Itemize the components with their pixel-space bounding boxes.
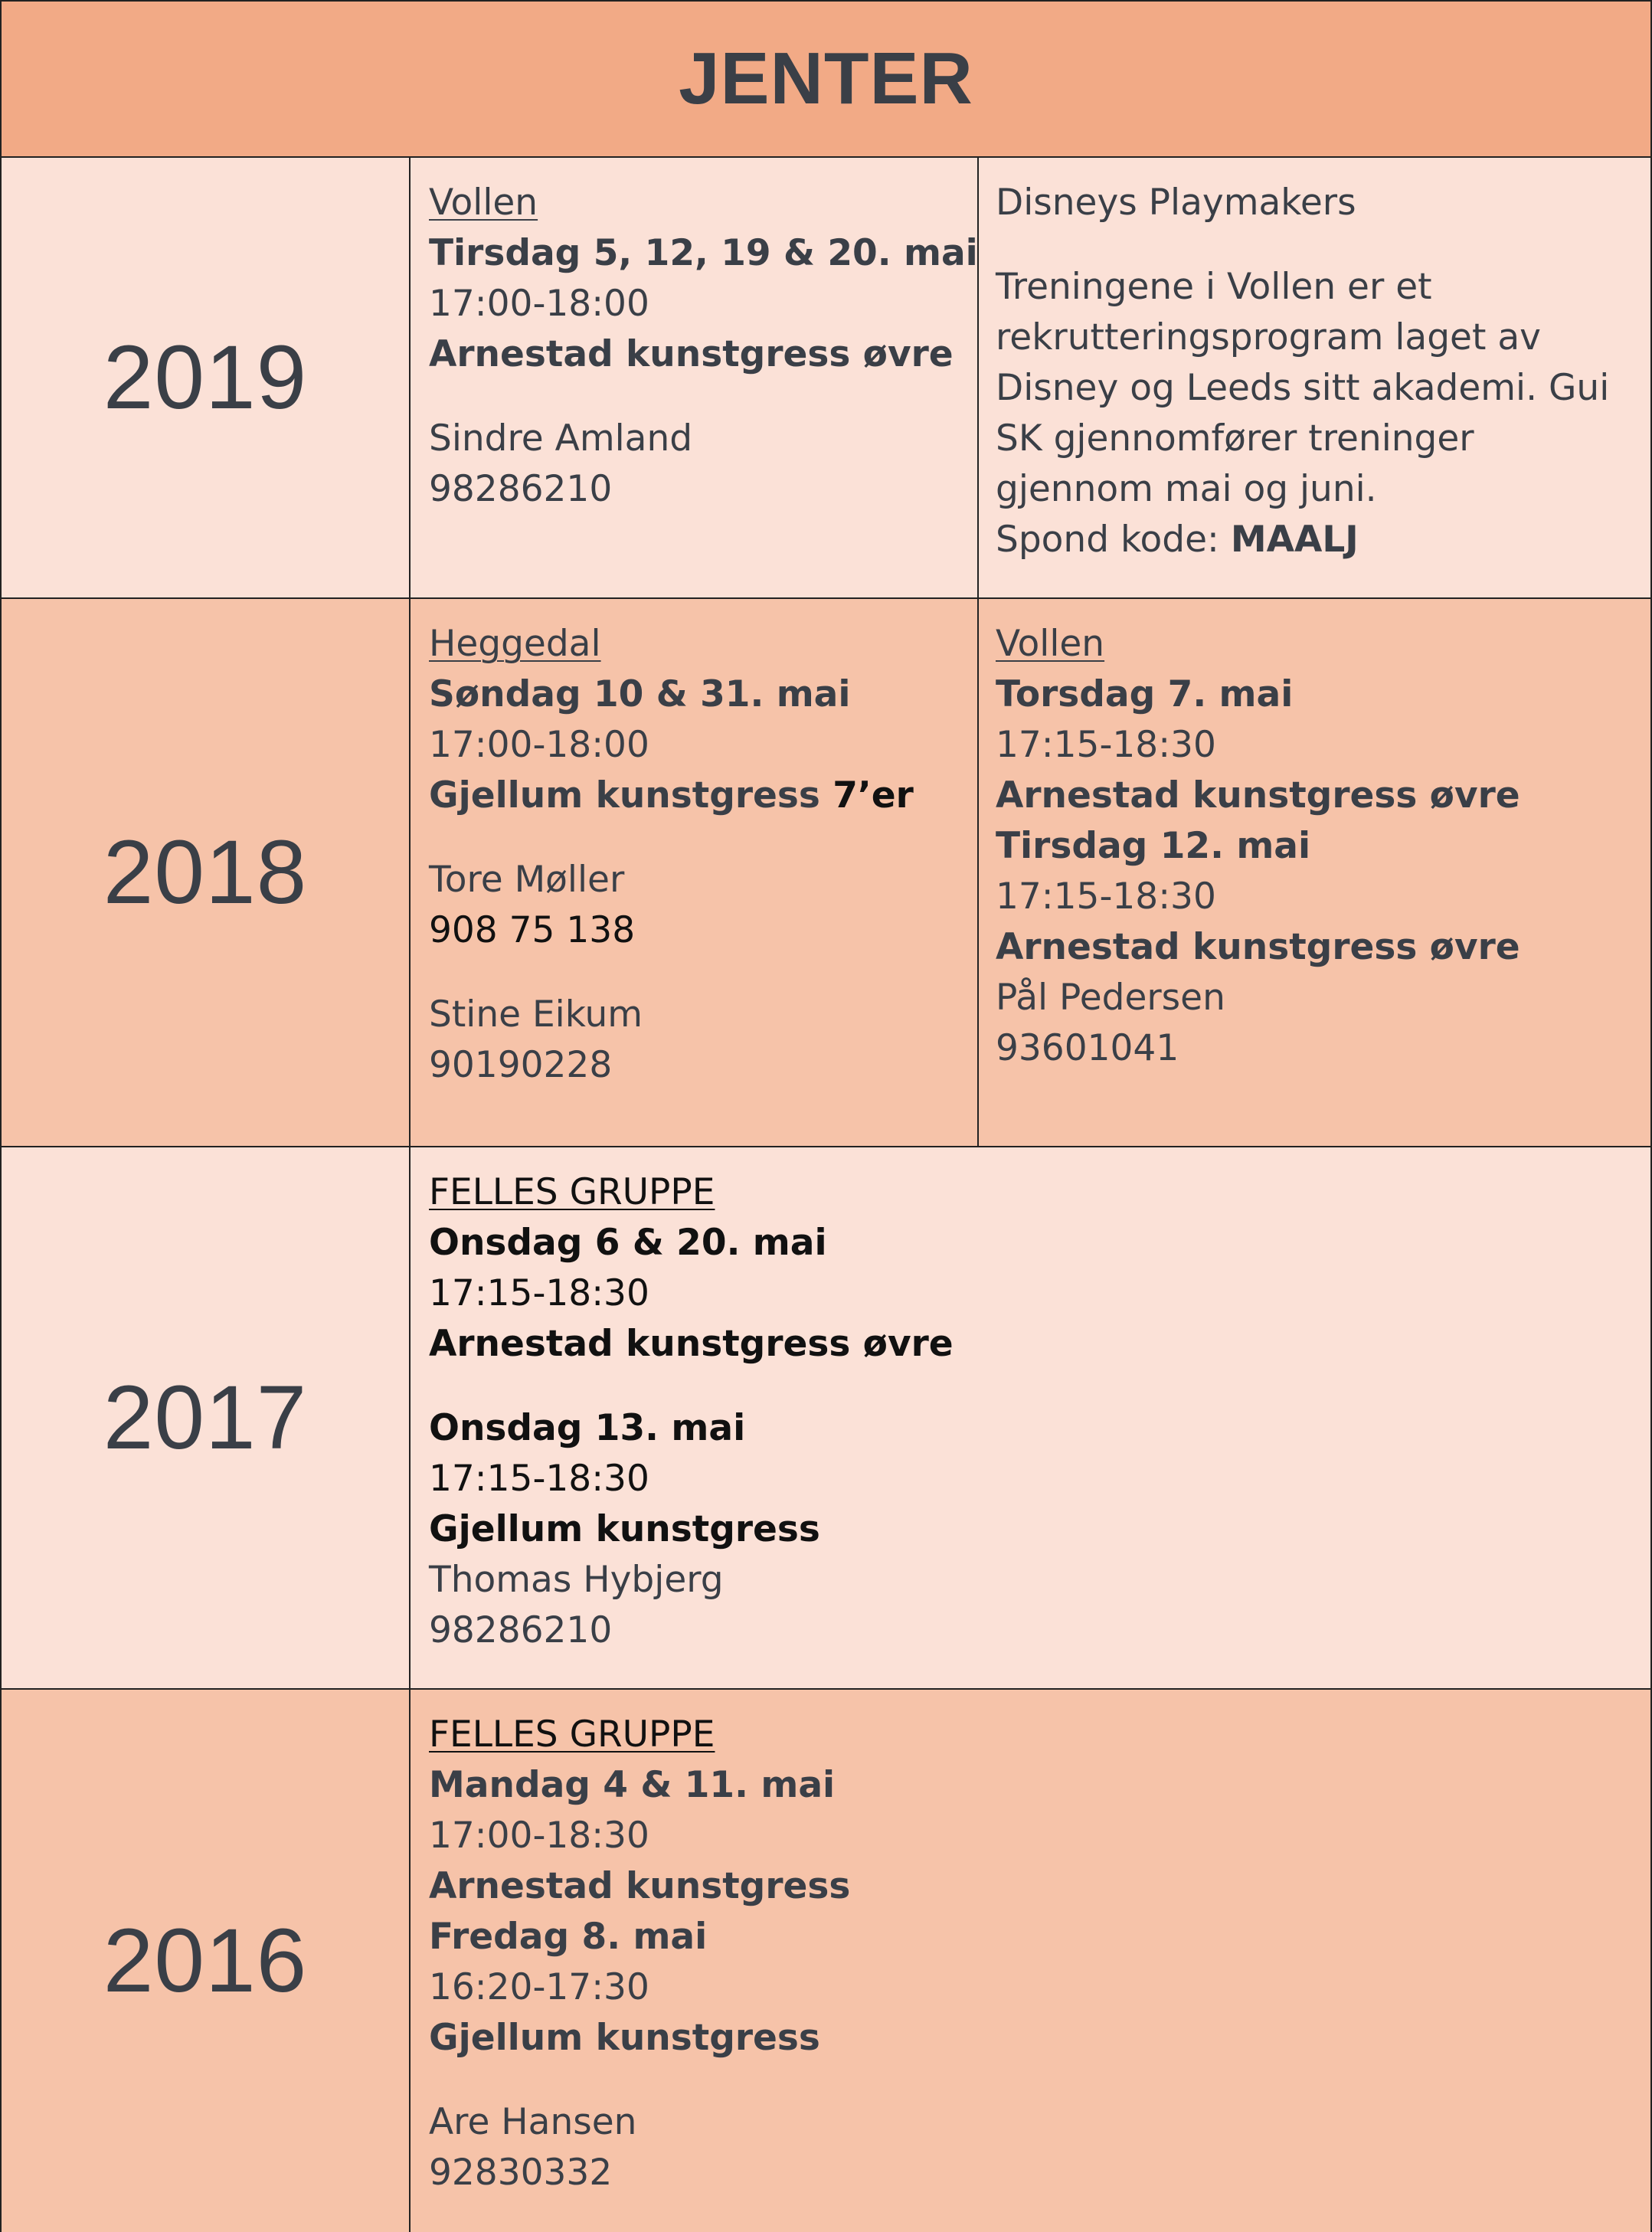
day-label: Søndag 10 & 31. mai [429,673,851,715]
spond-code-line [996,515,1650,565]
year-cell [2,599,411,1146]
contact-name: Sindre Amland [429,417,693,460]
contact-name: Stine Eikum [429,993,643,1036]
session-cell [411,158,977,597]
time-label: 17:15-18:30 [429,1272,649,1314]
table-row-2018 [2,599,1650,1147]
year-label: 2019 [103,327,308,428]
time-label: 17:00-18:00 [429,724,649,766]
day-label: Mandag 4 & 11. mai [429,1764,836,1806]
contact-name: Thomas Hybjerg [429,1559,724,1601]
year-cell [2,1690,411,2232]
table-row-2016 [2,1690,1650,2232]
day-label: Onsdag 6 & 20. mai [429,1222,827,1264]
time-label: 17:15-18:30 [429,1458,649,1500]
field-suffix: 7’er [833,774,914,817]
group-label: FELLES GRUPPE [429,1171,715,1213]
program-description: Treningene i Vollen er et rekrutteringsprogram laget av Disney og Leeds sitt akademi. Gui SK gjennomfører treninger gjennom mai og juni. [996,266,1610,510]
contact-phone: 92830332 [429,2152,613,2194]
session-cell [411,1690,1650,2232]
group-label: FELLES GRUPPE [429,1713,715,1756]
day-label: Fredag 8. mai [429,1916,708,1958]
field-label: Arnestad kunstgress [429,1865,851,1907]
time-label: 17:15-18:30 [996,724,1216,766]
contact-phone: 90190228 [429,1044,613,1086]
table-row-2017 [2,1147,1650,1690]
contact-phone: 98286210 [429,1609,613,1651]
field-label: Arnestad kunstgress øvre [429,333,954,375]
field-label [429,771,977,821]
table-row-2019 [2,158,1650,599]
year-label: 2016 [103,1910,308,2011]
contact-name: Are Hansen [429,2101,637,2143]
field-label: Gjellum kunstgress [429,2017,820,2059]
session-cell [411,1147,1650,1688]
time-label: 17:00-18:30 [429,1815,649,1857]
day-label: Onsdag 13. mai [429,1407,746,1449]
program-heading: Disneys Playmakers [996,182,1356,224]
session-cell [411,599,977,1146]
location-label: Vollen [429,182,538,224]
contact-name: Tore Møller [429,859,625,901]
time-label: 16:20-17:30 [429,1966,649,2008]
location-label: Heggedal [429,623,601,665]
time-label: 17:00-18:00 [429,283,649,325]
year-label: 2017 [103,1367,308,1468]
contact-phone: 98286210 [429,468,613,510]
year-label: 2018 [103,822,308,923]
contact-phone: 908 75 138 [429,909,636,951]
year-cell [2,1147,411,1688]
time-label: 17:15-18:30 [996,875,1216,918]
program-cell [977,158,1650,597]
contact-name: Pål Pedersen [996,977,1225,1019]
field-label: Arnestad kunstgress øvre [996,774,1520,817]
field-label: Arnestad kunstgress øvre [996,926,1520,968]
year-cell [2,158,411,597]
page-title: JENTER [679,38,973,119]
spond-code: MAALJ [1230,519,1359,561]
day-label: Torsdag 7. mai [996,673,1294,715]
spond-label: Spond kode: [996,519,1231,561]
day-label: Tirsdag 5, 12, 19 & 20. mai [429,232,978,274]
field-main: Gjellum kunstgress [429,774,833,817]
location-label: Vollen [996,623,1105,665]
contact-phone: 93601041 [996,1027,1179,1069]
day-label: Tirsdag 12. mai [996,825,1311,867]
field-label: Arnestad kunstgress øvre [429,1323,954,1365]
field-label: Gjellum kunstgress [429,1508,820,1550]
table-header [2,2,1650,158]
session-cell [977,599,1650,1146]
